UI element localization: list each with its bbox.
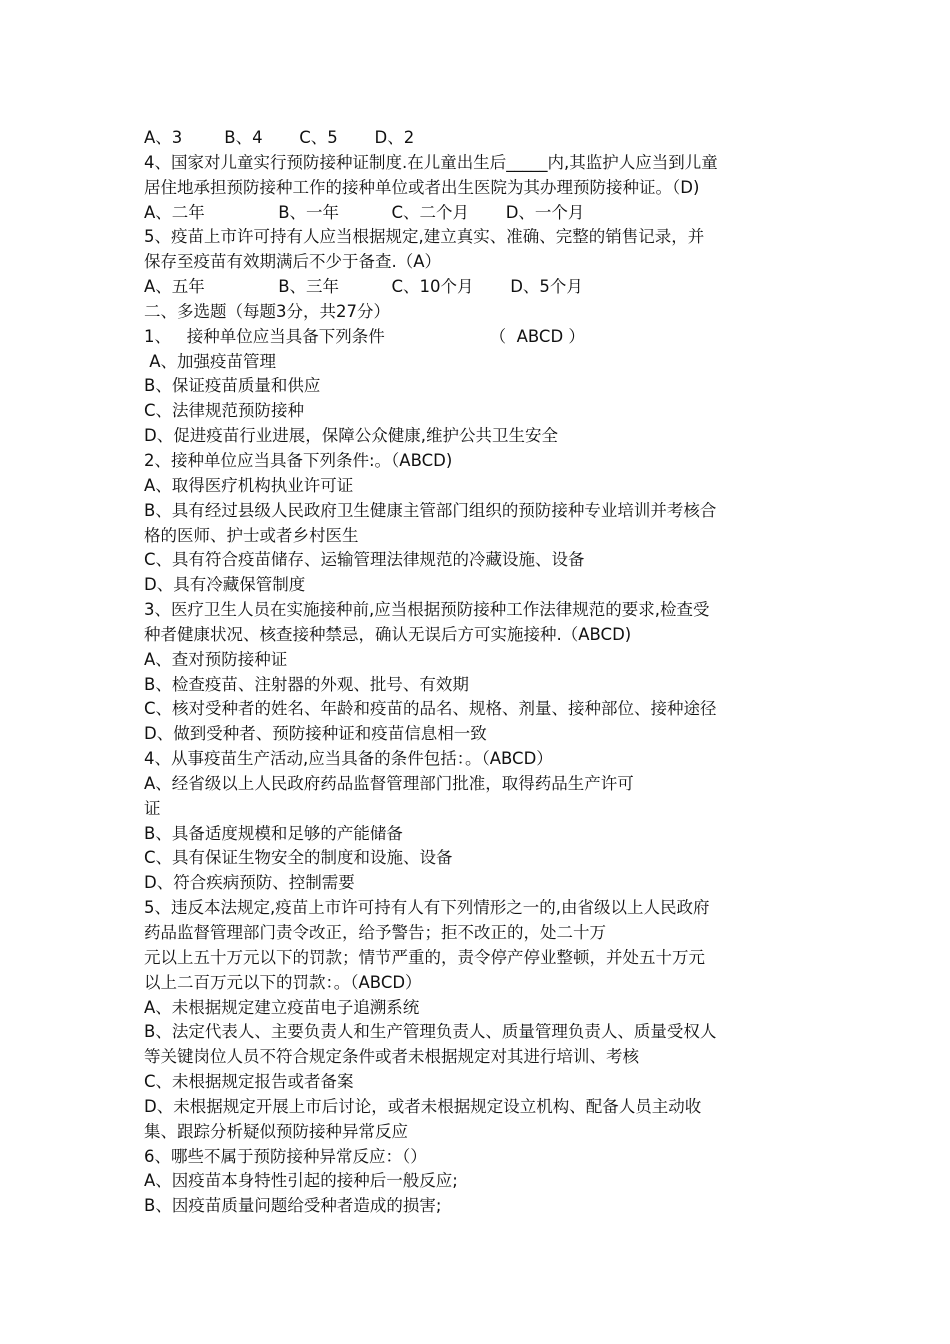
text-line: 等关键岗位人员不符合规定条件或者未根据规定对其进行培训、考核 (144, 1047, 639, 1067)
text-line: 格的医师、护士或者乡村医生 (144, 525, 359, 545)
text-line: A、未根据规定建立疫苗电子追溯系统 (144, 997, 420, 1017)
text-line: A、因疫苗本身特性引起的接种后一般反应; (144, 1171, 458, 1191)
text-line: D、促进疫苗行业进展，保障公众健康,维护公共卫生安全 (144, 426, 558, 446)
text-line: B、法定代表人、主要负责人和生产管理负责人、质量管理负责人、质量受权人 (144, 1022, 717, 1042)
text-line: D、做到受种者、预防接种证和疫苗信息相一致 (144, 724, 487, 744)
text-line: 居住地承担预防接种工作的接种单位或者出生医院为其办理预防接种证。（D) (144, 177, 700, 197)
text-line: 药品监督管理部门责令改正，给予警告；拒不改正的，处二十万 (144, 923, 606, 942)
text-line: B、保证疫苗质量和供应 (144, 376, 321, 396)
text-line: B、具备适度规模和足够的产能储备 (144, 823, 403, 843)
text-line: 4、从事疫苗生产活动,应当具备的条件包括：。（ABCD） (144, 749, 553, 769)
text-line: C、具有保证生物安全的制度和设施、设备 (144, 848, 453, 868)
text-line: A、取得医疗机构执业许可证 (144, 475, 354, 495)
text-line: C、法律规范预防接种 (144, 401, 305, 421)
text-line: D、符合疾病预防、控制需要 (144, 873, 355, 893)
text-line: 保存至疫苗有效期满后不少于备查.（A） (144, 252, 442, 272)
text-line: B、因疫苗质量问题给受种者造成的损害; (144, 1196, 442, 1216)
text-line: 5、违反本法规定,疫苗上市许可持有人有下列情形之一的,由省级以上人民政府 (144, 898, 710, 918)
text-line: A、五年 B、三年 C、10个月 D、5个月 (144, 277, 583, 297)
text-line: 种者健康状况、核查接种禁忌，确认无误后方可实施接种.（ABCD) (144, 624, 632, 644)
text-line: 以上二百万元以下的罚款：。（ABCD） (144, 972, 422, 992)
text-line: 3、医疗卫生人员在实施接种前,应当根据预防接种工作法律规范的要求,检查受 (144, 600, 710, 620)
text-line: D、未根据规定开展上市后讨论，或者未根据规定设立机构、配备人员主动收 (144, 1096, 702, 1116)
text-line: B、检查疫苗、注射器的外观、批号、有效期 (144, 674, 469, 694)
text-line: 二、多选题（每题3分，共27分） (144, 301, 390, 321)
text-line: 元以上五十万元以下的罚款；情节严重的，责令停产停业整顿，并处五十万元 (144, 947, 705, 967)
text-line: A、二年 B、一年 C、二个月 D、一个月 (144, 202, 585, 222)
text-line: B、具有经过县级人民政府卫生健康主管部门组织的预防接种专业培训并考核合 (144, 500, 717, 520)
text-line: C、未根据规定报告或者备案 (144, 1072, 354, 1092)
text-line: 证 (144, 798, 161, 818)
text-line: 4、国家对儿童实行预防接种证制度.在儿童出生后_____内,其监护人应当到儿童 (144, 152, 718, 172)
text-line: A、加强疫苗管理 (144, 351, 277, 371)
text-line: 6、哪些不属于预防接种异常反应：（） (144, 1146, 427, 1166)
document-body (144, 126, 810, 1219)
text-line: A、查对预防接种证 (144, 649, 288, 669)
text-line: D、具有冷藏保管制度 (144, 575, 306, 595)
text-line: 1、 接种单位应当具备下列条件 （ ABCD ） (144, 326, 585, 346)
text-line: A、3 B、4 C、5 D、2 (144, 128, 415, 147)
text-line: C、具有符合疫苗储存、运输管理法律规范的冷藏设施、设备 (144, 550, 585, 570)
text-line: 2、接种单位应当具备下列条件:。（ABCD) (144, 450, 453, 470)
text-line: 5、疫苗上市许可持有人应当根据规定,建立真实、准确、完整的销售记录，并 (144, 227, 705, 247)
text-line: A、经省级以上人民政府药品监督管理部门批准，取得药品生产许可 (144, 773, 634, 793)
text-line: C、核对受种者的姓名、年龄和疫苗的品名、规格、剂量、接种部位、接种途径 (144, 699, 717, 719)
text-line: 集、跟踪分析疑似预防接种异常反应 (144, 1121, 408, 1141)
